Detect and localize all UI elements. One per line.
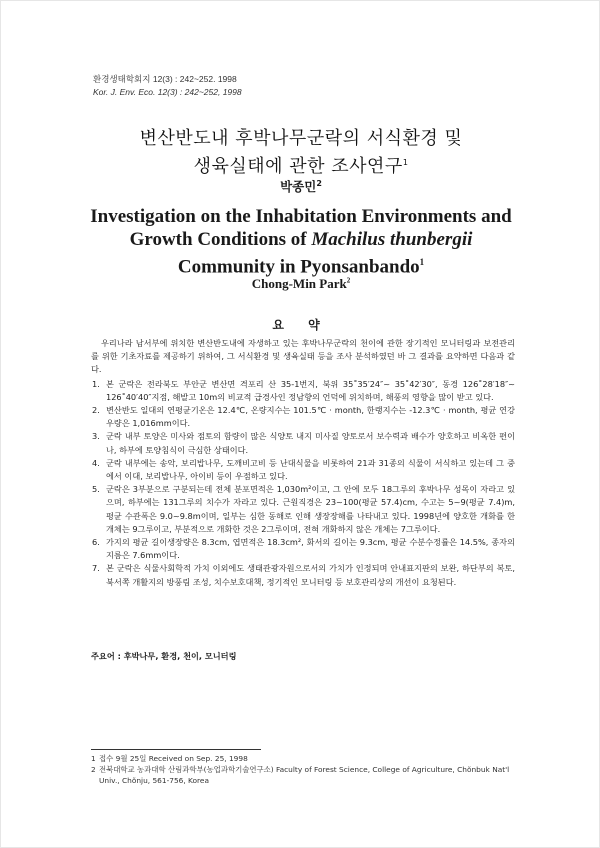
english-author (1, 276, 600, 292)
finding-number: 3. (92, 431, 100, 442)
finding-text: 본 군락은 식물사회학적 가치 이외에도 생태관광자원으로서의 가치가 인정되며 안내표지판의 보완, 하단부의 복토, 북서쪽 개활지의 방풍림 조성, 치수보호대책, 정기적인 모니터링 등 보호관리상의 개선이 요청된다. (106, 563, 515, 587)
english-title-line-1: Investigation on the Inhabitation Environments and (90, 206, 512, 227)
footnotes (91, 753, 521, 786)
finding-item (91, 430, 515, 456)
korean-title (1, 127, 600, 179)
abstract-intro: 우리나라 남서부에 위치한 변산반도내에 자생하고 있는 후박나무군락의 천이에 관한 장기적인 모니터링과 보전관리를 위한 기초자료를 제공하기 위하여, 그 서식환경 및 생육실태 등을 조사 분석하였던 바 그 결과를 요약하면 다음과 같다. (91, 338, 515, 375)
english-author-name: Chong-Min Park (251, 276, 347, 291)
finding-number: 2. (92, 405, 100, 416)
english-title-line-2-text: Growth Conditions of (129, 229, 312, 250)
korean-author (1, 177, 600, 195)
keywords: 주요어 : 후박나무, 환경, 천이, 모니터링 (91, 651, 237, 661)
species-name: Machilus thunbergii (311, 229, 473, 250)
abstract-heading: 요 약 (272, 318, 330, 332)
findings-list (91, 378, 515, 589)
finding-number: 5. (92, 484, 100, 495)
footnote-divider (91, 749, 261, 750)
finding-item (91, 536, 515, 562)
footnote (91, 753, 521, 764)
english-title-line-3-text: Community in Pyonsanbando (177, 256, 420, 278)
korean-title-line-2-text: 생육실태에 관한 조사연구 (193, 156, 403, 177)
korean-author-footnote-mark: 2 (316, 178, 322, 188)
footnote-text: 접수 9월 25일 Received on Sep. 25, 1998 (99, 754, 248, 763)
finding-text: 군락은 3부분으로 구분되는데 전체 분포면적은 1,030m²이고, 그 안에 모두 18그루의 후박나무 성목이 자라고 있으며, 하부에는 131그루의 치수가 자라고 있다. 근원직경은 23~100(평균 57.4)cm, 수고는 5~9(평균 7.4)m, 평균 수관폭은 9.0~9.8m이며, 일부는 심한 동해로 인해 생장장해를 나타내고 있다. 1998년에 양호한 개화를 한 개체는 9그루이고, 부분적으로 개화한 것은 2그루이며, 전혀 개화하지 않은 개체는 7그루이다. (106, 484, 515, 534)
english-title-footnote-mark: 1 (419, 257, 425, 267)
english-author-footnote-mark: 2 (346, 276, 351, 285)
finding-number: 1. (92, 378, 100, 389)
english-title (1, 205, 600, 278)
english-title-line-3 (1, 251, 600, 278)
journal-citation-ko: 환경생태학회지 12(3) : 242~252. 1998 (93, 74, 237, 84)
finding-text: 군락 내부 토양은 미사와 점토의 함량이 많은 식양토 내지 미사질 양토로서 보수력과 배수가 양호하고 비옥한 편이나, 하부에 토양침식이 극심한 상태이다. (106, 431, 515, 455)
korean-author-name: 박종민 (280, 179, 317, 194)
finding-number: 6. (92, 537, 100, 548)
finding-number: 4. (92, 457, 100, 468)
finding-text: 군락 내부에는 송악, 보리밥나무, 도깨비고비 등 난대식물을 비롯하여 21과 31종의 식물이 서식하고 있는데 그 중에서 이대, 보리밥나무, 아이비 등이 우점하고 있다. (106, 457, 515, 482)
finding-item (91, 562, 515, 588)
footnote (91, 764, 521, 786)
finding-text: 가지의 평균 길이생장량은 8.3cm, 엽면적은 18.3cm², 화서의 길이는 9.3cm, 평균 수분수정률은 14.5%, 종자의 지름은 7.6mm이다. (106, 537, 515, 561)
journal-citation (93, 73, 242, 99)
finding-text: 변산반도 일대의 연평균기온은 12.4℃, 온량지수는 101.5℃ · month, 한랭지수는 -12.3℃ · month, 평균 연강우량은 1,016mm이다. (106, 405, 515, 429)
finding-item (91, 483, 515, 536)
footnote-text: 전북대학교 농과대학 산림과학부(농업과학기술연구소) Faculty of Forest Science, College of Agriculture, Chŏnbuk Nat'l Univ., Chŏnju, 561-756, Korea (99, 765, 510, 785)
korean-title-footnote-mark: 1 (402, 158, 409, 167)
finding-item (91, 404, 515, 430)
english-title-line-2 (1, 228, 600, 251)
finding-number: 7. (92, 563, 100, 574)
finding-item (91, 457, 515, 483)
journal-citation-en: Kor. J. Env. Eco. 12(3) : 242~252, 1998 (93, 87, 242, 97)
korean-title-line-1: 변산반도내 후박나무군락의 서식환경 및 (139, 128, 463, 149)
korean-title-line-2 (1, 151, 600, 179)
abstract-body (91, 337, 515, 589)
finding-item (91, 378, 515, 404)
footnote-number: 1 (91, 754, 96, 763)
footnote-number: 2 (91, 765, 96, 774)
finding-text: 본 군락은 전라북도 부안군 변산면 격포리 산 35-1번지, 북위 35˚35′24″~ 35˚42′30″, 동경 126˚28′18″~ 126˚40′40″지점, 해발고 10m의 비교적 급경사인 정남향의 언덕에 위치하며, 해풍의 영향을 많이 받고 있다. (106, 378, 515, 402)
